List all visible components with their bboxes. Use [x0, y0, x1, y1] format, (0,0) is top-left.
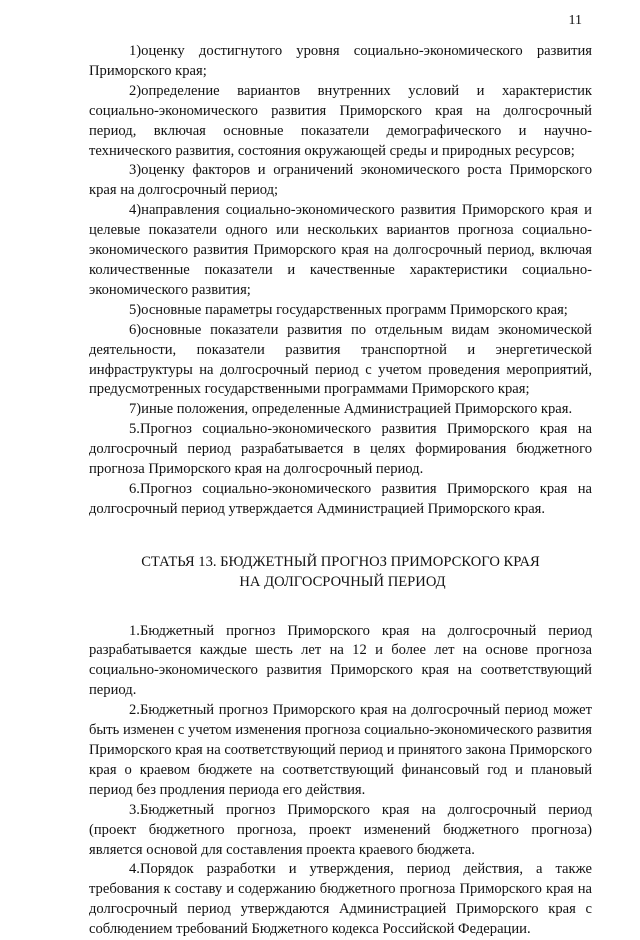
article-13-heading — [89, 553, 592, 593]
document-body — [89, 42, 592, 940]
article-heading-line-2: НА ДОЛГОСРОЧНЫЙ ПЕРИОД — [239, 573, 446, 590]
list-item-3: 3)оценку факторов и ограничений экономического роста Приморского края на долгосрочный период; — [89, 162, 592, 199]
article-heading-line-1: СТАТЬЯ 13. БЮДЖЕТНЫЙ ПРОГНОЗ ПРИМОРСКОГО КРАЯ — [141, 553, 540, 570]
paragraph-6: 6.Прогноз социально-экономического развития Приморского края на долгосрочный период утверждается Администрацией Приморского края. — [89, 480, 592, 517]
list-item-1: 1)оценку достигнутого уровня социально-экономического развития Приморского края; — [89, 43, 592, 79]
article-paragraph-1: 1.Бюджетный прогноз Приморского края на долгосрочный период разрабатывается каждые шесть лет на 12 и более лет на основе прогноза социально-экономического развития Приморского края на соответствующий период. — [89, 622, 592, 699]
article-paragraph-4: 4.Порядок разработки и утверждения, период действия, а также требования к составу и содержанию бюджетного прогноза Приморского края на долгосрочный период утверждаются Администрацией Приморского края с соблюдением требований Бюджетного кодекса Российской Федерации. — [89, 861, 592, 938]
list-item-6: 6)основные показатели развития по отдельным видам экономической деятельности, показатели развития транспортной и энергетической инфраструктуры на долгосрочный период с учетом проведения мероприятий, предусмотренных государственными программами Приморского края; — [89, 321, 592, 398]
list-item-7: 7)иные положения, определенные Администрацией Приморского края. — [129, 401, 573, 418]
paragraph-5: 5.Прогноз социально-экономического развития Приморского края на долгосрочный период разрабатывается в целях формирования бюджетного прогноза Приморского края на долгосрочный период. — [89, 421, 592, 478]
article-paragraph-2: 2.Бюджетный прогноз Приморского края на долгосрочный период может быть изменен с учетом изменения прогноза социально-экономического развития Приморского края на соответствующий период и принятого закона Приморского края о краевом бюджете на соответствующий финансовый год и плановый период без продления периода его действия. — [89, 702, 593, 798]
list-item-5: 5)основные параметры государственных программ Приморского края; — [129, 301, 568, 318]
list-item-2: 2)определение вариантов внутренних условий и характеристик социально-экономического развития Приморского края на долгосрочный период, включая основные показатели демографического и научно-технического развития, состояния окружающей среды и природных ресурсов; — [89, 82, 592, 159]
article-paragraph-3: 3.Бюджетный прогноз Приморского края на долгосрочный период (проект бюджетного прогноза, проект изменений бюджетного прогноза) является основой для составления проекта краевого бюджета. — [89, 801, 592, 858]
forecast-contents-list — [89, 42, 592, 420]
list-item-4: 4)направления социально-экономического развития Приморского края и целевые показатели одного или нескольких вариантов прогноза социально-экономического развития Приморского края на долгосрочный период, включая количественные показатели и качественные характеристики социально-экономического развития; — [89, 202, 592, 298]
page-number: 11 — [568, 13, 582, 28]
